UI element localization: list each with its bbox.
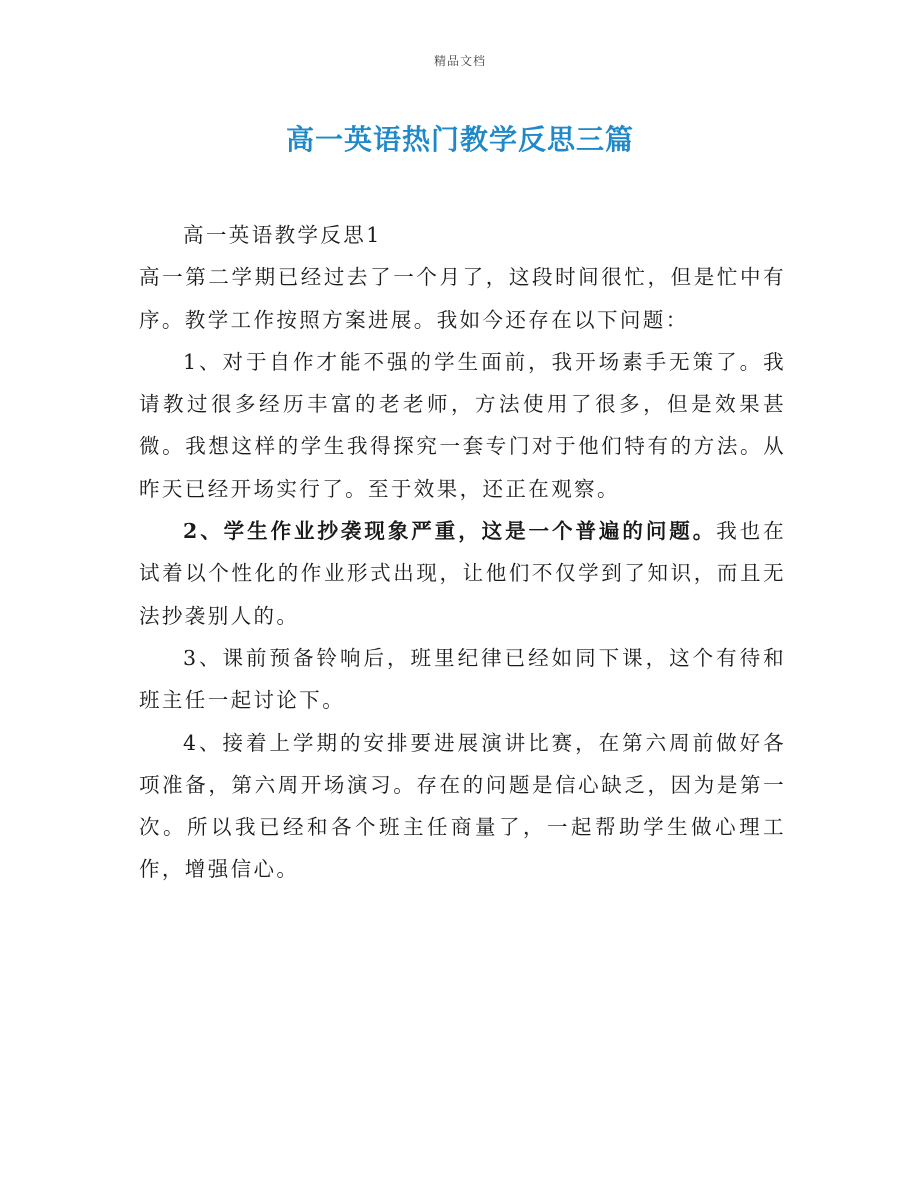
list-item-2-emphasis: 2、学生作业抄袭现象严重，这是一个普遍的问题。 xyxy=(183,519,717,544)
document-body xyxy=(139,214,786,891)
list-item-2 xyxy=(139,510,786,637)
list-item-4: 4、接着上学期的安排要进展演讲比赛，在第六周前做好各项准备，第六周开场演习。存在的问题是信心缺乏，因为是第一次。所以我已经和各个班主任商量了，一起帮助学生做心理工作，增强信心。 xyxy=(139,730,786,882)
document-title: 高一英语热门教学反思三篇 xyxy=(285,123,634,156)
list-item-3: 3、课前预备铃响后，班里纪律已经如同下课，这个有待和班主任一起讨论下。 xyxy=(139,645,786,713)
paragraph-intro: 高一第二学期已经过去了一个月了，这段时间很忙，但是忙中有序。教学工作按照方案进展。我如今还存在以下问题： xyxy=(139,265,786,332)
document-header-label: 精品文档 xyxy=(433,54,486,68)
section-heading: 高一英语教学反思1 xyxy=(183,223,382,247)
list-item-2-text: 我也在试着以个性化的作业形式出现，让他们不仅学到了知识，而且无法抄袭别人的。 xyxy=(139,519,786,628)
list-item-1: 1、对于自作才能不强的学生面前，我开场素手无策了。我请教过很多经历丰富的老老师，方法使用了很多，但是效果甚微。我想这样的学生我得探究一套专门对于他们特有的方法。从昨天已经开场实行了。至于效果，还正在观察。 xyxy=(139,349,786,501)
